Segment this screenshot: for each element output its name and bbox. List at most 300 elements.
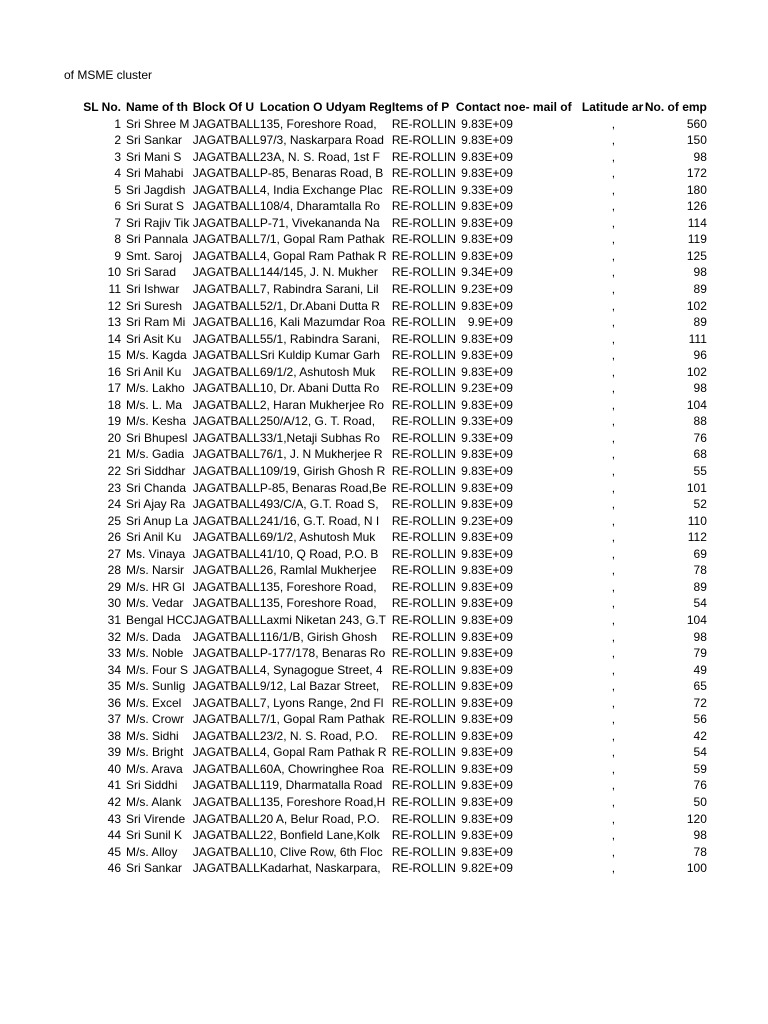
- location-cell: 10, Dr. Abani Dutta Ro: [259, 381, 380, 396]
- name-cell: Ms. Vinaya: [126, 546, 186, 561]
- email-cell: [519, 364, 582, 381]
- contact-cell: 9.23E+09: [461, 381, 513, 396]
- employees-cell: 96: [693, 348, 707, 363]
- block-cell: JAGATBALL: [192, 133, 260, 148]
- email-cell: [519, 132, 582, 149]
- table-row: [0, 777, 709, 794]
- name-cell: M/s. Sidhi: [126, 728, 179, 743]
- email-cell: [519, 595, 582, 612]
- location-cell: Laxmi Niketan 243, G.T: [259, 612, 386, 627]
- email-cell: [519, 215, 582, 232]
- email-cell: [519, 314, 582, 331]
- table-row: [0, 662, 709, 679]
- sl-no-cell: 33: [107, 646, 121, 661]
- name-cell: Sri Shree M: [126, 116, 190, 131]
- items-cell: RE-ROLLIN: [391, 315, 456, 330]
- email-cell: [519, 711, 582, 728]
- block-cell: JAGATBALL: [192, 844, 260, 859]
- sl-no-cell: 10: [107, 265, 121, 280]
- sl-no-cell: 17: [107, 381, 121, 396]
- table-row: [0, 761, 709, 778]
- block-cell: JAGATBALL: [192, 497, 260, 512]
- email-cell: [519, 331, 582, 348]
- name-cell: Sri Siddhi: [126, 778, 178, 793]
- block-cell: JAGATBALL: [192, 315, 260, 330]
- items-cell: RE-ROLLIN: [391, 513, 456, 528]
- location-cell: 135, Foreshore Road,: [259, 579, 377, 594]
- contact-cell: 9.83E+09: [461, 679, 513, 694]
- table-row: [0, 298, 709, 315]
- block-cell: JAGATBALL: [192, 712, 260, 727]
- header-employees: No. of emp: [644, 100, 707, 114]
- block-cell: JAGATBALL: [192, 728, 260, 743]
- location-cell: Sri Kuldip Kumar Garh: [259, 348, 380, 363]
- sl-no-cell: 19: [107, 414, 121, 429]
- email-cell: [519, 446, 582, 463]
- name-cell: M/s. Dada: [126, 629, 181, 644]
- table-row: [0, 728, 709, 745]
- table-row: [0, 513, 709, 530]
- block-cell: JAGATBALL: [192, 397, 260, 412]
- sl-no-cell: 36: [107, 695, 121, 710]
- table-row: [0, 711, 709, 728]
- block-cell: JAGATBALL: [192, 579, 260, 594]
- employees-cell: 42: [693, 728, 707, 743]
- contact-cell: 9.83E+09: [461, 745, 513, 760]
- block-cell: JAGATBALL: [192, 199, 260, 214]
- contact-cell: 9.83E+09: [461, 364, 513, 379]
- sl-no-cell: 40: [107, 761, 121, 776]
- email-cell: [519, 182, 582, 199]
- name-cell: M/s. Lakho: [126, 381, 185, 396]
- contact-cell: 9.83E+09: [461, 166, 513, 181]
- sl-no-cell: 42: [107, 794, 121, 809]
- block-cell: JAGATBALL: [192, 861, 260, 876]
- name-cell: Smt. Saroj: [126, 248, 183, 263]
- email-cell: [519, 629, 582, 646]
- latitude-cell: ,: [611, 563, 616, 578]
- header-contact: Contact no: [455, 100, 519, 114]
- email-cell: [519, 513, 582, 530]
- table-row: [0, 860, 709, 877]
- items-cell: RE-ROLLIN: [391, 579, 456, 594]
- name-cell: Sri Suresh: [126, 298, 183, 313]
- contact-cell: 9.83E+09: [461, 596, 513, 611]
- email-cell: [519, 695, 582, 712]
- table-row: [0, 446, 709, 463]
- contact-cell: 9.83E+09: [461, 646, 513, 661]
- contact-cell: 9.83E+09: [461, 712, 513, 727]
- latitude-cell: ,: [611, 596, 616, 611]
- contact-cell: 9.83E+09: [461, 116, 513, 131]
- table-body: [0, 116, 709, 877]
- name-cell: M/s. Vedar: [126, 596, 184, 611]
- name-cell: M/s. Kagda: [126, 348, 187, 363]
- name-cell: Sri Rajiv Tik: [126, 215, 190, 230]
- name-cell: Sri Mahabi: [126, 166, 184, 181]
- sl-no-cell: 7: [114, 215, 121, 230]
- location-cell: 250/A/12, G. T. Road,: [259, 414, 376, 429]
- email-cell: [519, 777, 582, 794]
- email-cell: [519, 380, 582, 397]
- items-cell: RE-ROLLIN: [391, 612, 456, 627]
- sl-no-cell: 35: [107, 679, 121, 694]
- location-cell: 135, Foreshore Road,: [259, 116, 377, 131]
- name-cell: Sri Asit Ku: [126, 331, 182, 346]
- items-cell: RE-ROLLIN: [391, 530, 456, 545]
- email-cell: [519, 480, 582, 497]
- table-row: [0, 215, 709, 232]
- email-cell: [519, 529, 582, 546]
- employees-cell: 560: [686, 116, 707, 131]
- location-cell: 69/1/2, Ashutosh Muk: [259, 530, 376, 545]
- block-cell: JAGATBALL: [192, 546, 260, 561]
- location-cell: P-85, Benaras Road, B: [259, 166, 384, 181]
- table-row: [0, 827, 709, 844]
- employees-cell: 88: [693, 414, 707, 429]
- msme-cluster-table: [0, 99, 709, 877]
- employees-cell: 98: [693, 828, 707, 843]
- block-cell: JAGATBALL: [192, 116, 260, 131]
- sl-no-cell: 32: [107, 629, 121, 644]
- location-cell: 4, Synagogue Street, 4: [259, 662, 383, 677]
- header-sl-no: SL No.: [83, 100, 121, 114]
- sl-no-cell: 2: [114, 133, 121, 148]
- block-cell: JAGATBALL: [192, 695, 260, 710]
- location-cell: 135, Foreshore Road,H: [259, 794, 386, 809]
- location-cell: 60A, Chowringhee Roa: [259, 761, 384, 776]
- name-cell: M/s. Sunlig: [126, 679, 186, 694]
- contact-cell: 9.83E+09: [461, 149, 513, 164]
- email-cell: [519, 496, 582, 513]
- name-cell: Sri Mani S: [126, 149, 182, 164]
- contact-cell: 9.33E+09: [461, 430, 513, 445]
- name-cell: Sri Sarad: [126, 265, 177, 280]
- location-cell: 23/2, N. S. Road, P.O.: [259, 728, 378, 743]
- sl-no-cell: 27: [107, 546, 121, 561]
- name-cell: M/s. Bright: [126, 745, 184, 760]
- name-cell: M/s. Crowr: [126, 712, 184, 727]
- contact-cell: 9.83E+09: [461, 546, 513, 561]
- table-row: [0, 380, 709, 397]
- contact-cell: 9.83E+09: [461, 563, 513, 578]
- employees-cell: 69: [693, 546, 707, 561]
- employees-cell: 180: [686, 182, 707, 197]
- employees-cell: 98: [693, 149, 707, 164]
- location-cell: 2, Haran Mukherjee Ro: [259, 397, 384, 412]
- items-cell: RE-ROLLIN: [391, 116, 456, 131]
- employees-cell: 126: [686, 199, 707, 214]
- contact-cell: 9.83E+09: [461, 348, 513, 363]
- employees-cell: 100: [686, 861, 707, 876]
- employees-cell: 89: [693, 282, 707, 297]
- latitude-cell: ,: [611, 199, 616, 214]
- items-cell: RE-ROLLIN: [391, 497, 456, 512]
- items-cell: RE-ROLLIN: [391, 646, 456, 661]
- block-cell: JAGATBALL: [192, 679, 260, 694]
- items-cell: RE-ROLLIN: [391, 563, 456, 578]
- location-cell: 20 A, Belur Road, P.O.: [259, 811, 380, 826]
- table-row: [0, 430, 709, 447]
- items-cell: RE-ROLLIN: [391, 248, 456, 263]
- sl-no-cell: 41: [107, 778, 121, 793]
- items-cell: RE-ROLLIN: [391, 596, 456, 611]
- latitude-cell: ,: [611, 133, 616, 148]
- latitude-cell: ,: [611, 464, 616, 479]
- latitude-cell: ,: [611, 794, 616, 809]
- name-cell: Sri Anil Ku: [126, 530, 182, 545]
- email-cell: [519, 844, 582, 861]
- block-cell: JAGATBALL: [192, 348, 260, 363]
- latitude-cell: ,: [611, 298, 616, 313]
- block-cell: JAGATBALL: [192, 248, 260, 263]
- latitude-cell: ,: [611, 761, 616, 776]
- employees-cell: 59: [693, 761, 707, 776]
- table-row: [0, 413, 709, 430]
- location-cell: 4, Gopal Ram Pathak R: [259, 248, 387, 263]
- items-cell: RE-ROLLIN: [391, 712, 456, 727]
- contact-cell: 9.9E+09: [467, 315, 513, 330]
- sheet-title: of MSME cluster: [64, 68, 153, 82]
- location-cell: 493/C/A, G.T. Road S,: [259, 497, 379, 512]
- items-cell: RE-ROLLIN: [391, 828, 456, 843]
- block-cell: JAGATBALL: [192, 298, 260, 313]
- name-cell: M/s. Noble: [126, 646, 184, 661]
- latitude-cell: ,: [611, 712, 616, 727]
- items-cell: RE-ROLLIN: [391, 861, 456, 876]
- location-cell: 144/145, J. N. Mukher: [259, 265, 378, 280]
- employees-cell: 50: [693, 794, 707, 809]
- block-cell: JAGATBALL: [192, 662, 260, 677]
- name-cell: Sri Bhupesl: [126, 430, 188, 445]
- table-row: [0, 463, 709, 480]
- location-cell: 41/10, Q Road, P.O. B: [259, 546, 379, 561]
- email-cell: [519, 116, 582, 133]
- table-row: [0, 612, 709, 629]
- contact-cell: 9.83E+09: [461, 480, 513, 495]
- employees-cell: 72: [693, 695, 707, 710]
- employees-cell: 112: [687, 530, 707, 545]
- location-cell: 52/1, Dr.Abani Dutta R: [259, 298, 380, 313]
- block-cell: JAGATBALL: [192, 331, 260, 346]
- email-cell: [519, 645, 582, 662]
- location-cell: 69/1/2, Ashutosh Muk: [259, 364, 376, 379]
- employees-cell: 119: [687, 232, 707, 247]
- block-cell: JAGATBALL: [192, 596, 260, 611]
- block-cell: JAGATBALL: [192, 182, 260, 197]
- block-cell: JAGATBALL: [192, 612, 260, 627]
- email-cell: [519, 165, 582, 182]
- header-items: Items of P: [391, 100, 450, 114]
- latitude-cell: ,: [611, 513, 616, 528]
- name-cell: Sri Jagdish: [126, 182, 186, 197]
- sl-no-cell: 43: [107, 811, 121, 826]
- location-cell: 76/1, J. N Mukherjee R: [259, 447, 383, 462]
- sl-no-cell: 34: [107, 662, 121, 677]
- name-cell: Sri Chanda: [126, 480, 187, 495]
- block-cell: JAGATBALL: [192, 215, 260, 230]
- contact-cell: 9.83E+09: [461, 232, 513, 247]
- table-row: [0, 264, 709, 281]
- items-cell: RE-ROLLIN: [391, 182, 456, 197]
- name-cell: Sri Sunil K: [126, 828, 183, 843]
- latitude-cell: ,: [611, 166, 616, 181]
- sl-no-cell: 12: [107, 298, 121, 313]
- block-cell: JAGATBALL: [192, 530, 260, 545]
- employees-cell: 98: [693, 265, 707, 280]
- location-cell: 10, Clive Row, 6th Floc: [259, 844, 383, 859]
- location-cell: 4, India Exchange Plac: [259, 182, 383, 197]
- location-cell: 97/3, Naskarpara Road: [259, 133, 384, 148]
- location-cell: Kadarhat, Naskarpara,: [259, 861, 381, 876]
- items-cell: RE-ROLLIN: [391, 430, 456, 445]
- sl-no-cell: 4: [114, 166, 121, 181]
- items-cell: RE-ROLLIN: [391, 794, 456, 809]
- latitude-cell: ,: [611, 182, 616, 197]
- latitude-cell: ,: [611, 497, 616, 512]
- employees-cell: 76: [693, 778, 707, 793]
- block-cell: JAGATBALL: [192, 232, 260, 247]
- table-row: [0, 811, 709, 828]
- block-cell: JAGATBALL: [192, 794, 260, 809]
- latitude-cell: ,: [611, 480, 616, 495]
- latitude-cell: ,: [611, 579, 616, 594]
- location-cell: 7, Rabindra Sarani, Lil: [259, 282, 379, 297]
- latitude-cell: ,: [611, 546, 616, 561]
- header-location-udyam: Location O Udyam Reg: [259, 100, 392, 114]
- employees-cell: 102: [686, 298, 707, 313]
- location-cell: 109/19, Girish Ghosh R: [259, 464, 386, 479]
- name-cell: Sri Siddhar: [126, 464, 186, 479]
- block-cell: JAGATBALL: [192, 513, 260, 528]
- block-cell: JAGATBALL: [192, 414, 260, 429]
- latitude-cell: ,: [611, 331, 616, 346]
- name-cell: M/s. Four S: [126, 662, 189, 677]
- items-cell: RE-ROLLIN: [391, 844, 456, 859]
- email-cell: [519, 231, 582, 248]
- items-cell: RE-ROLLIN: [391, 331, 456, 346]
- contact-cell: 9.83E+09: [461, 464, 513, 479]
- name-cell: Sri Surat S: [126, 199, 185, 214]
- items-cell: RE-ROLLIN: [391, 480, 456, 495]
- email-cell: [519, 546, 582, 563]
- contact-cell: 9.83E+09: [461, 761, 513, 776]
- name-cell: Sri Ram Mi: [126, 315, 186, 330]
- table-row: [0, 116, 709, 133]
- employees-cell: 110: [687, 513, 707, 528]
- name-cell: Sri Anup La: [126, 513, 189, 528]
- items-cell: RE-ROLLIN: [391, 298, 456, 313]
- location-cell: 108/4, Dharamtalla Ro: [259, 199, 380, 214]
- sl-no-cell: 5: [114, 182, 121, 197]
- name-cell: M/s. Alank: [126, 794, 182, 809]
- block-cell: JAGATBALL: [192, 563, 260, 578]
- items-cell: RE-ROLLIN: [391, 728, 456, 743]
- table-row: [0, 347, 709, 364]
- email-cell: [519, 612, 582, 629]
- header-latitude: Latitude ar: [581, 100, 644, 114]
- items-cell: RE-ROLLIN: [391, 629, 456, 644]
- location-cell: 116/1/B, Girish Ghosh: [259, 629, 378, 644]
- location-cell: 135, Foreshore Road,: [259, 596, 377, 611]
- employees-cell: 49: [693, 662, 707, 677]
- latitude-cell: ,: [611, 629, 616, 644]
- employees-cell: 52: [693, 497, 707, 512]
- table-row: [0, 397, 709, 414]
- sl-no-cell: 3: [114, 149, 121, 164]
- items-cell: RE-ROLLIN: [391, 166, 456, 181]
- latitude-cell: ,: [611, 149, 616, 164]
- table-row: [0, 480, 709, 497]
- sl-no-cell: 24: [107, 497, 121, 512]
- name-cell: Sri Virende: [126, 811, 186, 826]
- sl-no-cell: 15: [107, 348, 121, 363]
- block-cell: JAGATBALL: [192, 166, 260, 181]
- block-cell: JAGATBALL: [192, 828, 260, 843]
- employees-cell: 65: [693, 679, 707, 694]
- employees-cell: 120: [686, 811, 707, 826]
- contact-cell: 9.83E+09: [461, 778, 513, 793]
- employees-cell: 78: [693, 844, 707, 859]
- contact-cell: 9.82E+09: [461, 861, 513, 876]
- email-cell: [519, 811, 582, 828]
- email-cell: [519, 662, 582, 679]
- employees-cell: 98: [693, 629, 707, 644]
- contact-cell: 9.83E+09: [461, 215, 513, 230]
- items-cell: RE-ROLLIN: [391, 414, 456, 429]
- latitude-cell: ,: [611, 828, 616, 843]
- block-cell: JAGATBALL: [192, 464, 260, 479]
- contact-cell: 9.34E+09: [461, 265, 513, 280]
- block-cell: JAGATBALL: [192, 646, 260, 661]
- table-row: [0, 562, 709, 579]
- latitude-cell: ,: [611, 612, 616, 627]
- table-row: [0, 629, 709, 646]
- location-cell: 9/12, Lal Bazar Street,: [259, 679, 380, 694]
- contact-cell: 9.23E+09: [461, 282, 513, 297]
- name-cell: M/s. Excel: [126, 695, 182, 710]
- sl-no-cell: 18: [107, 397, 121, 412]
- latitude-cell: ,: [611, 348, 616, 363]
- name-cell: M/s. HR Gl: [126, 579, 185, 594]
- location-cell: P-71, Vivekananda Na: [259, 215, 380, 230]
- sl-no-cell: 1: [114, 116, 121, 131]
- table-row: [0, 844, 709, 861]
- block-cell: JAGATBALL: [192, 447, 260, 462]
- sl-no-cell: 30: [107, 596, 121, 611]
- table-row: [0, 496, 709, 513]
- contact-cell: 9.83E+09: [461, 662, 513, 677]
- table-row: [0, 579, 709, 596]
- items-cell: RE-ROLLIN: [391, 447, 456, 462]
- table-row: [0, 132, 709, 149]
- employees-cell: 78: [693, 563, 707, 578]
- table-row: [0, 645, 709, 662]
- latitude-cell: ,: [611, 778, 616, 793]
- table-row: [0, 546, 709, 563]
- latitude-cell: ,: [611, 116, 616, 131]
- name-cell: Sri Pannala: [126, 232, 189, 247]
- contact-cell: 9.23E+09: [461, 513, 513, 528]
- contact-cell: 9.83E+09: [461, 828, 513, 843]
- sl-no-cell: 28: [107, 563, 121, 578]
- table-row: [0, 744, 709, 761]
- location-cell: 22, Bonfield Lane,Kolk: [259, 828, 380, 843]
- email-cell: [519, 264, 582, 281]
- email-cell: [519, 198, 582, 215]
- block-cell: JAGATBALL: [192, 745, 260, 760]
- items-cell: RE-ROLLIN: [391, 546, 456, 561]
